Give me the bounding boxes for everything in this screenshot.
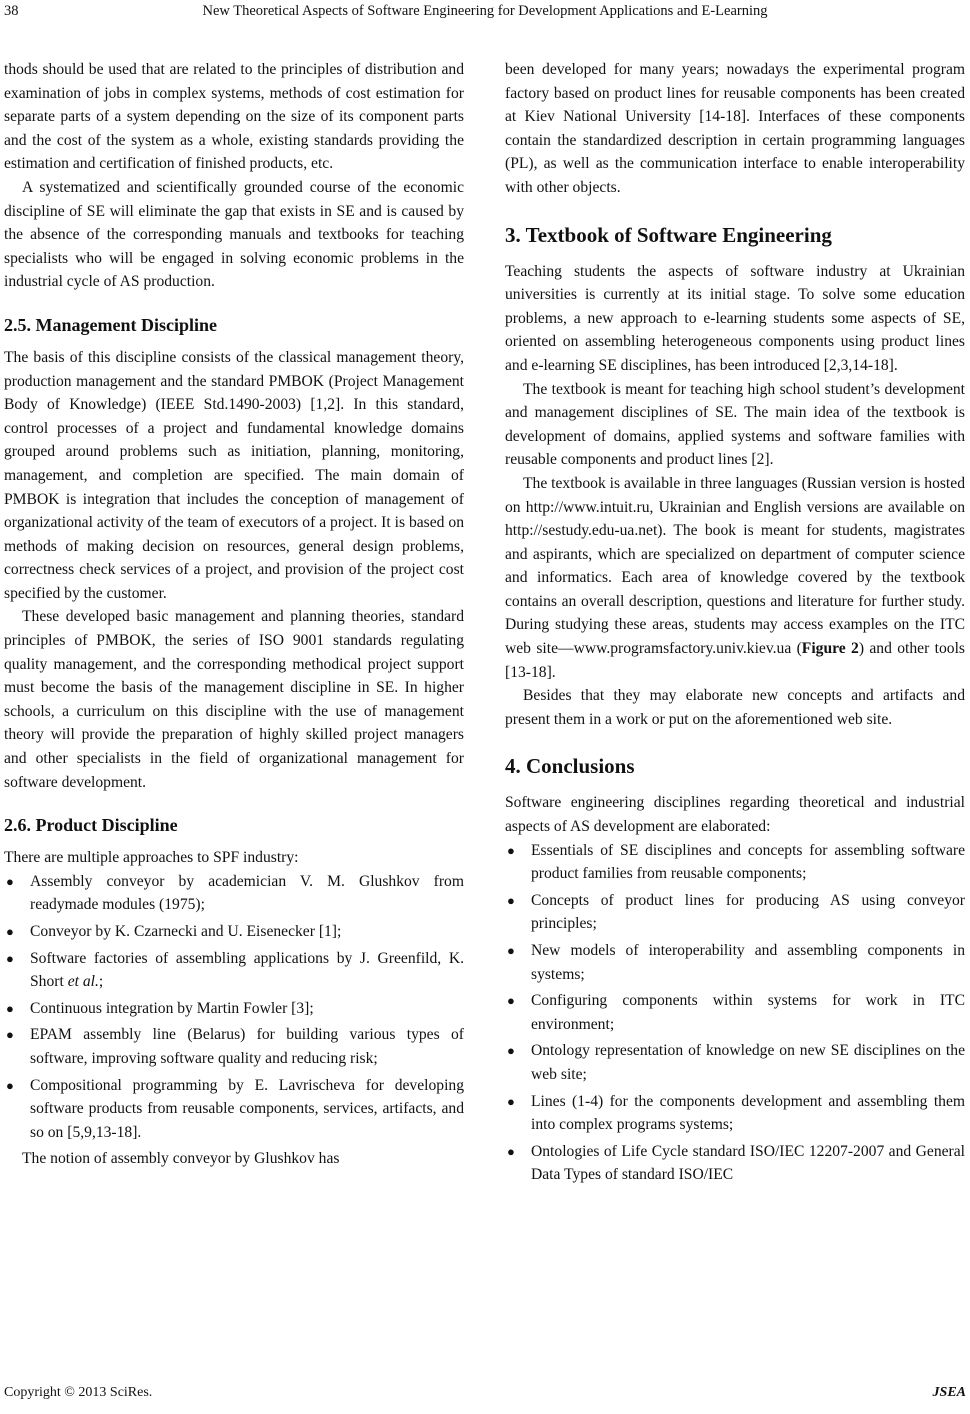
paragraph: There are multiple approaches to SPF industry: [4, 849, 299, 867]
list-item: ● Conveyor by K. Czarnecki and U. Eisenecker [1]; [4, 920, 464, 944]
list-item: ● Compositional programming by E. Lavrischeva for developing software products from reusable components, services, artifacts, and so on [5,9,13-18]. [4, 1074, 464, 1145]
bullet-icon: ● [507, 1093, 515, 1109]
section-heading-3: 3. Textbook of Software Engineering [505, 222, 832, 247]
list-item: ● Lines (1-4) for the components development and assembling them into complex programs systems; [505, 1090, 965, 1137]
bullet-icon: ● [6, 873, 14, 889]
bullet-icon: ● [6, 1027, 14, 1043]
journal-abbreviation: JSEA [932, 1385, 966, 1400]
bullet-icon: ● [6, 1000, 14, 1016]
copyright-notice: Copyright © 2013 SciRes. [4, 1385, 153, 1400]
section-heading-4: 4. Conclusions [505, 754, 635, 779]
bullet-icon: ● [6, 924, 14, 939]
section-heading-2-6: 2.6. Product Discipline [4, 815, 178, 836]
figure-reference: Figure 2 [801, 640, 859, 658]
paragraph: Besides that they may elaborate new concepts and artifacts and present them in a work or put on the aforementioned web site. [505, 687, 965, 728]
section-heading-2-5: 2.5. Management Discipline [4, 314, 217, 335]
bullet-icon: ● [507, 1043, 515, 1059]
paragraph: thods should be used that are related to the principles of distribution and examination of jobs in complex systems, methods of cost estimation for separate parts of a system depending on the size of its component parts and the cost of the system as a whole, existing standards providing the estimation and certification of finished products, etc. [4, 61, 464, 173]
list-item: ● Continuous integration by Martin Fowler [3]; [4, 997, 464, 1021]
bullet-icon: ● [507, 943, 515, 958]
bullet-icon: ● [507, 1143, 515, 1159]
paragraph: Teaching students the aspects of software industry at Ukrainian universities is currently at its initial stage. To solve some education problems, a new approach to e-learning students some aspects of SE, oriented on assembling heterogeneous components using product lines and e-learning SE disciplines, has been introduced [2,3,14-18]. [505, 262, 965, 374]
bullet-icon: ● [507, 892, 515, 908]
approaches-list [4, 870, 464, 1145]
running-title: New Theoretical Aspects of Software Engineering for Development Applications and E-Learning [202, 3, 768, 19]
paragraph: The textbook is available in three languages (Russian version is hosted on http://www.intuit.ru, Ukrainian and English versions are available on http://sestudy.edu-ua.net). The book is meant for students, magistrates and aspirants, which are specialized on department of computer science and informatics. Each area of knowledge covered by the textbook contains an overall description, questions and literature for further study. During studying these areas, students may access examples on the ITC web site—www.programsfactory.univ.kiev.ua (Figure 2) and other tools [13-18]. [505, 474, 965, 681]
left-column [4, 58, 464, 1171]
conclusions-list [505, 839, 965, 1187]
list-item: ● Ontologies of Life Cycle standard ISO/IEC 12207-2007 and General Data Types of standard ISO/IEC [505, 1140, 965, 1187]
paragraph: A systematized and scientifically grounded course of the economic discipline of SE will eliminate the gap that exists in SE and is caused by the absence of the corresponding manuals and textbooks for teaching specialists who will be engaged in solving economic problems in the industrial cycle of AS production. [4, 178, 464, 291]
list-item: ● Ontology representation of knowledge on new SE disciplines on the web site; [505, 1039, 965, 1086]
paragraph: been developed for many years; nowadays the experimental program factory based on product lines for reusable components has been created at Kiev National University [14-18]. Interfaces of these components contain the standardized description in certain programming languages (PL), as well as the communication interface to enable interoperability with other objects. [505, 61, 965, 196]
paragraph: The textbook is meant for teaching high school student’s development and management disciplines of SE. The main idea of the textbook is development of domains, applied systems and software families with reusable components and product lines [2]. [505, 380, 965, 469]
paragraph: Software engineering disciplines regarding theoretical and industrial aspects of AS development are elaborated: [505, 794, 965, 836]
list-item: ● Configuring components within systems for work in ITC environment; [505, 989, 965, 1036]
right-column [505, 58, 965, 1190]
list-item: ● Assembly conveyor by academician V. M. Glushkov from readymade modules (1975); [4, 870, 464, 917]
bullet-icon: ● [507, 993, 515, 1009]
bullet-icon: ● [6, 1077, 14, 1093]
list-item: ● New models of interoperability and assembling components in systems; [505, 939, 965, 986]
list-item: ● Software factories of assembling applications by J. Greenfild, K. Short et al.; [4, 947, 464, 994]
bullet-icon: ● [6, 950, 14, 966]
bullet-icon: ● [507, 842, 515, 858]
list-item: ● Essentials of SE disciplines and concepts for assembling software product families from reusable components; [505, 839, 965, 886]
paragraph: These developed basic management and planning theories, standard principles of PMBOK, the series of ISO 9001 standards regulating quality management, and the corresponding methodical project support must become the basis of the management discipline in SE. In higher schools, a curriculum on this discipline with the use of management theory will provide the preparation of highly skilled project managers and other specialists in the field of organizational management for software development. [4, 608, 464, 791]
page-number: 38 [4, 3, 19, 19]
paragraph: The basis of this discipline consists of the classical management theory, production management and the standard PMBOK (Project Management Body of Knowledge) (IEEE Std.1490-2003) [1,2]. In this standard, control processes of a project and fundamental knowledge domains grouped around problems such as initiation, planning, monitoring, management, and completion are specified. The main domain of PMBOK is integration that includes the conception of management of organizational activity of the team of executors of a project. It is based on methods of making decision on resources, general design problems, correctness check services of a project, and provision of the project cost specified by the customer. [4, 348, 464, 602]
paragraph: The notion of assembly conveyor by Glushkov has [22, 1150, 340, 1168]
list-item: ● Concepts of product lines for producing AS using conveyor principles; [505, 889, 965, 936]
list-item: ● EPAM assembly line (Belarus) for building various types of software, improving software quality and reducing risk; [4, 1023, 464, 1070]
running-header [0, 0, 970, 26]
